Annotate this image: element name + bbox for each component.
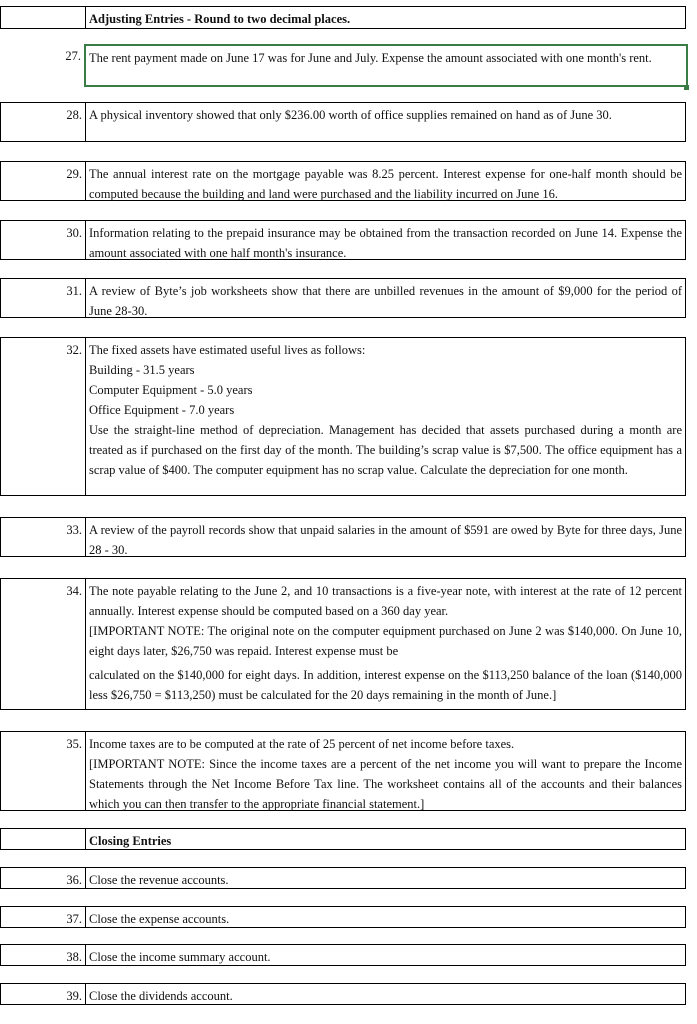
entry-number: 37. — [66, 912, 82, 926]
entry-row-38 — [0, 944, 686, 966]
entry-text-cell[interactable]: A review of Byte’s job worksheets show that there are unbilled revenues in the amount of $9,000 for the period of June 28-30. — [85, 279, 685, 317]
entry-text-cell[interactable]: Information relating to the prepaid insurance may be obtained from the transaction recorded on June 14. Expense the amount associated with one half month's insurance. — [85, 221, 685, 259]
entry-row-37 — [0, 906, 686, 928]
entry-row-28 — [0, 102, 686, 142]
useful-lives-intro: The fixed assets have estimated useful lives as follows: — [89, 343, 366, 357]
entry-row-30 — [0, 220, 686, 260]
adjusting-header[interactable]: Adjusting Entries - Round to two decimal places. — [85, 7, 685, 28]
entry-number: 38. — [66, 950, 82, 964]
closing-header[interactable]: Closing Entries — [85, 829, 685, 849]
entry-text-cell[interactable]: A physical inventory showed that only $236.00 worth of office supplies remained on hand as of June 30. — [85, 103, 685, 141]
entry-text-cell[interactable] — [85, 732, 685, 810]
entry-row-33 — [0, 517, 686, 557]
entry-number: 32. — [66, 343, 82, 357]
useful-life-computer: Computer Equipment - 5.0 years — [89, 383, 253, 397]
entry-row-36 — [0, 867, 686, 889]
entry-row-29 — [0, 161, 686, 201]
entry-text-cell[interactable]: A review of the payroll records show that unpaid salaries in the amount of $591 are owed by Byte for three days, June 28 - 30. — [85, 518, 685, 556]
entry-number: 39. — [66, 989, 82, 1003]
entry-text-cell[interactable]: Close the income summary account. — [85, 945, 685, 965]
income-tax-note: [IMPORTANT NOTE: Since the income taxes are a percent of the net income you will want to prepare the Income Statements through the Net Income Before Tax line. The worksheet contains all of the accounts and their balances which you can then transfer to the appropriate financial statement.] — [89, 757, 682, 811]
entry-text-cell[interactable]: Close the dividends account. — [85, 984, 685, 1004]
entry-number: 33. — [66, 523, 82, 537]
important-note-2: calculated on the $140,000 for eight days. In addition, interest expense on the $113,250 balance of the loan ($140,000 less $26,750 = $113,250) must be calculated for the 20 days remaining in the month of June.] — [89, 668, 682, 702]
note-payable-text: The note payable relating to the June 2, and 10 transactions is a five-year note, with interest at the rate of 12 percent annually. Interest expense should be computed based on a 360 day year. — [89, 584, 682, 618]
entry-text-cell[interactable] — [85, 579, 685, 709]
entry-text-cell[interactable]: Close the expense accounts. — [85, 907, 685, 927]
entry-text-cell[interactable] — [85, 338, 685, 495]
entry-text-cell[interactable]: The annual interest rate on the mortgage payable was 8.25 percent. Interest expense for one-half month should be computed because the building and land were purchased and the liability incurred on June 16. — [85, 162, 685, 200]
entry-number: 28. — [66, 108, 82, 122]
entry-number: 35. — [66, 737, 82, 751]
entry-text-cell[interactable]: The rent payment made on June 17 was for June and July. Expense the amount associated with one month's rent. — [84, 44, 688, 87]
entry-row-31 — [0, 278, 686, 318]
entry-number: 36. — [66, 873, 82, 887]
closing-header-row — [0, 828, 686, 850]
entry-row-35 — [0, 731, 686, 811]
entry-number: 27. — [65, 49, 81, 63]
entry-number: 34. — [66, 584, 82, 598]
entry-number: 31. — [66, 284, 82, 298]
entry-row-34 — [0, 578, 686, 710]
useful-life-office: Office Equipment - 7.0 years — [89, 403, 235, 417]
entry-number: 29. — [66, 167, 82, 181]
entry-row-39 — [0, 983, 686, 1005]
cell-fill-handle[interactable] — [684, 85, 689, 90]
entry-text-cell[interactable]: Close the revenue accounts. — [85, 868, 685, 888]
entry-row-32 — [0, 337, 686, 496]
important-note-1: [IMPORTANT NOTE: The original note on the computer equipment purchased on June 2 was $140,000. On June 10, eight days later, $26,750 was repaid. Interest expense must be — [89, 624, 682, 658]
adjusting-header-row — [0, 6, 686, 29]
entry-row-27 — [0, 44, 686, 87]
entry-number: 30. — [66, 226, 82, 240]
useful-life-building: Building - 31.5 years — [89, 363, 195, 377]
depreciation-instructions: Use the straight-line method of depreciation. Management has decided that assets purchased during a month are treated as if purchased on the first day of the month. The building’s scrap value is $7,500. The office equipment has a scrap value of $400. The computer equipment has no scrap value. Calculate the depreciation for one month. — [89, 423, 682, 477]
income-tax-text: Income taxes are to be computed at the rate of 25 percent of net income before taxes. — [89, 737, 515, 751]
